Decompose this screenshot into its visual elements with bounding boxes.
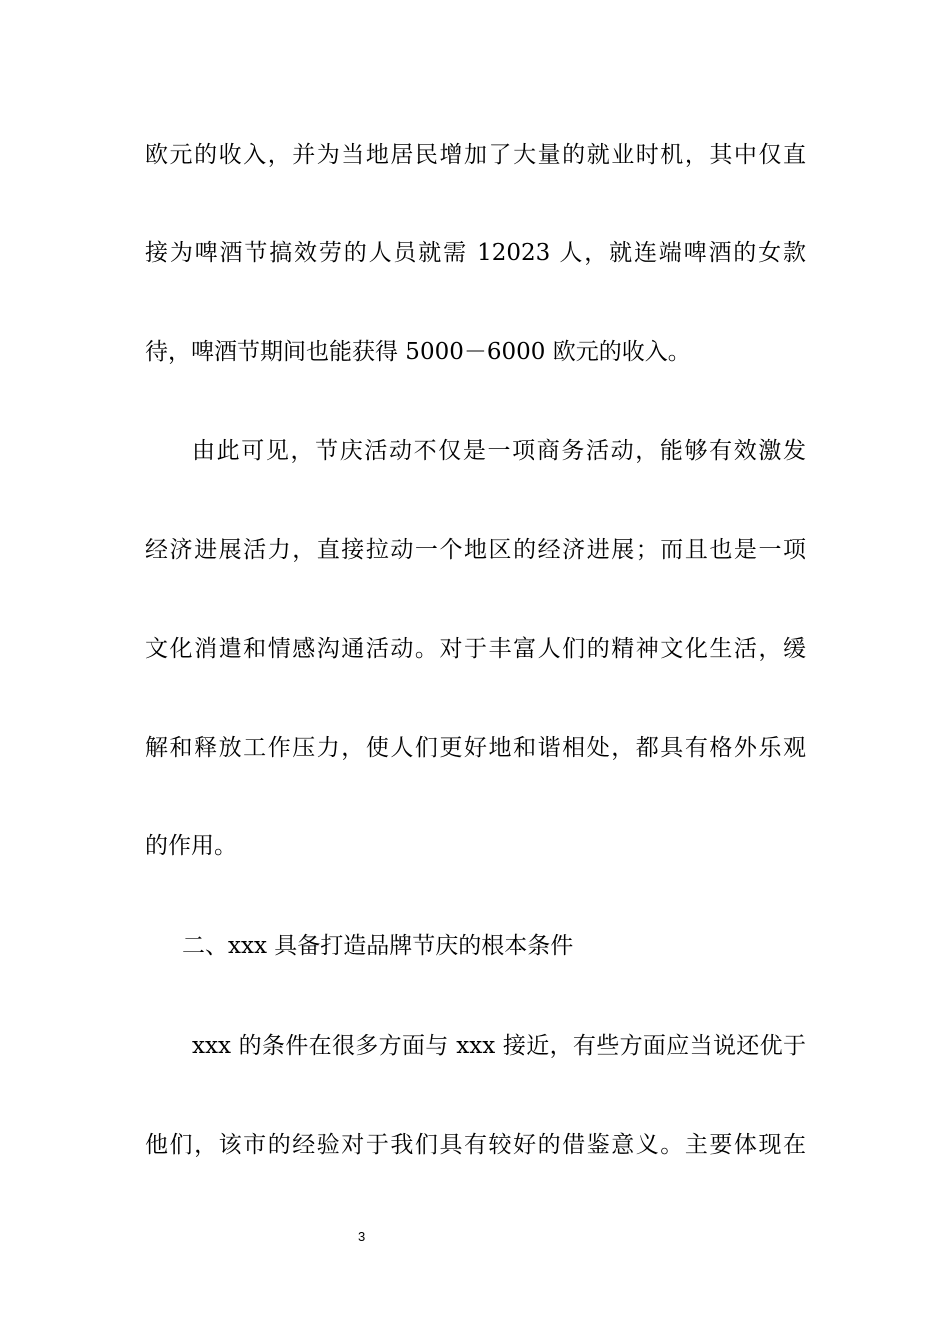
paragraph-start-line: 由此可见，节庆活动不仅是一项商务活动，能够有效激发 <box>192 438 806 464</box>
body-text-line: 待，啤酒节期间也能获得 5000－6000 欧元的收入。 <box>145 339 691 365</box>
paragraph-start-line: xxx 的条件在很多方面与 xxx 接近，有些方面应当说还优于 <box>192 1033 806 1059</box>
body-text-line: 他们，该市的经验对于我们具有较好的借鉴意义。主要体现在 <box>145 1132 806 1158</box>
body-text-line: 经济进展活力，直接拉动一个地区的经济进展；而且也是一项 <box>145 537 806 563</box>
body-text-line: 的作用。 <box>145 833 237 859</box>
body-text-line: 接为啤酒节搞效劳的人员就需 12023 人，就连端啤酒的女款 <box>145 240 806 266</box>
body-text-line: 文化消遣和情感沟通活动。对于丰富人们的精神文化生活，缓 <box>145 636 806 662</box>
page-number: 3 <box>358 1229 366 1244</box>
body-text-line: 欧元的收入，并为当地居民增加了大量的就业时机，其中仅直 <box>145 142 806 168</box>
section-heading: 二、xxx 具备打造品牌节庆的根本条件 <box>182 933 574 959</box>
body-text-line: 解和释放工作压力，使人们更好地和谐相处，都具有格外乐观 <box>145 735 806 761</box>
